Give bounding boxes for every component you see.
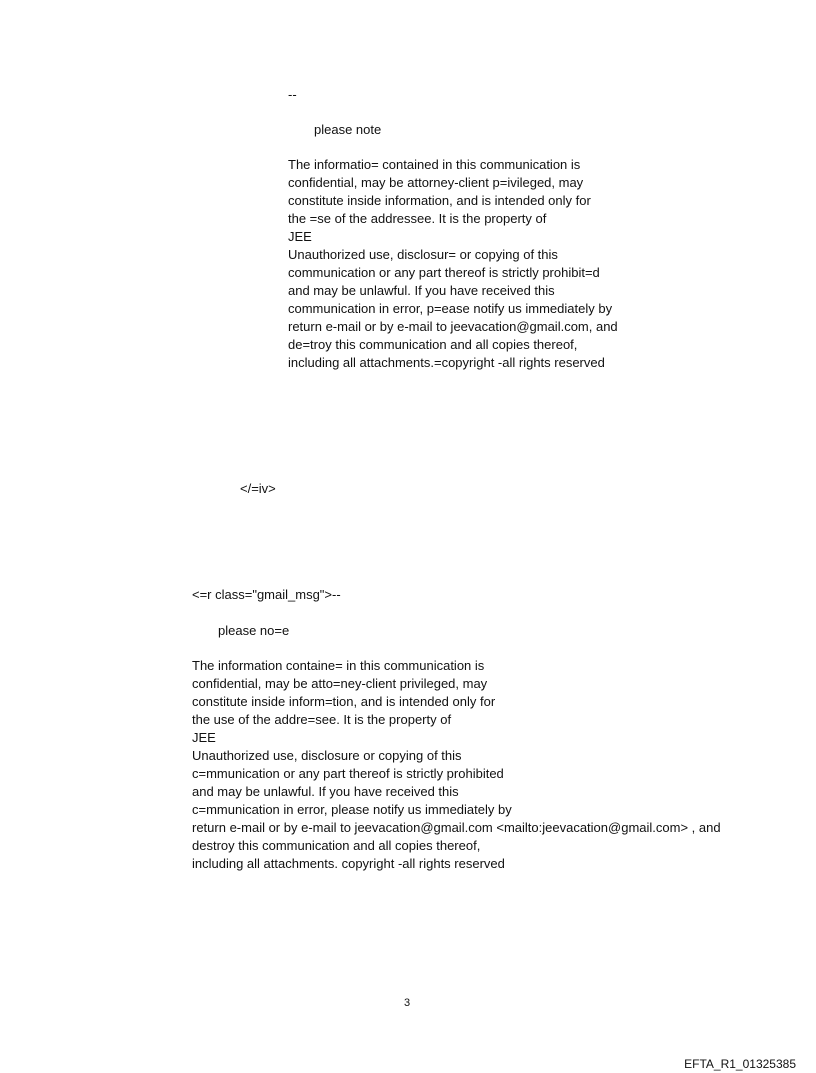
notice-line: The informatio= contained in this communication is <box>288 157 581 172</box>
notice-line: including all attachments.=copyright -all rights reserved <box>288 355 605 370</box>
separator-dashes: -- <box>288 87 297 102</box>
page-number: 3 <box>404 997 411 1009</box>
notice-line: communication or any part thereof is strictly prohibit=d <box>288 265 600 280</box>
notice-line: constitute inside inform=tion, and is intended only for <box>192 694 496 709</box>
notice-line: JEE <box>288 229 312 244</box>
notice-line: return e-mail or by e-mail to jeevacation@gmail.com <mailto:jeevacation@gmail.com> , and <box>192 820 721 835</box>
notice-line: the =se of the addressee. It is the property of <box>288 211 547 226</box>
notice-line: JEE <box>192 730 216 745</box>
notice-line: return e-mail or by e-mail to jeevacation@gmail.com, and <box>288 319 618 334</box>
notice-line: Unauthorized use, disclosur= or copying of this <box>288 247 558 262</box>
notice-line: and may be unlawful. If you have received this <box>288 283 555 298</box>
notice-line: c=mmunication or any part thereof is strictly prohibited <box>192 766 504 781</box>
note-heading: please no=e <box>218 623 290 638</box>
note-heading: please note <box>314 122 382 137</box>
notice-line: including all attachments. copyright -all rights reserved <box>192 856 505 871</box>
notice-line: constitute inside information, and is intended only for <box>288 193 591 208</box>
notice-line: Unauthorized use, disclosure or copying of this <box>192 748 462 763</box>
confidentiality-notice <box>288 156 618 372</box>
document-id: EFTA_R1_01325385 <box>684 1057 796 1071</box>
notice-line: de=troy this communication and all copies thereof, <box>288 337 578 352</box>
notice-line: and may be unlawful. If you have received this <box>192 784 459 799</box>
notice-line: c=mmunication in error, please notify us immediately by <box>192 802 512 817</box>
notice-line: confidential, may be attorney-client p=ivileged, may <box>288 175 584 190</box>
notice-line: the use of the addre=see. It is the property of <box>192 712 452 727</box>
notice-line: The information containe= in this communication is <box>192 658 485 673</box>
notice-line: confidential, may be atto=ney-client privileged, may <box>192 676 488 691</box>
notice-line: destroy this communication and all copies thereof, <box>192 838 481 853</box>
confidentiality-notice <box>192 657 721 873</box>
notice-line: communication in error, p=ease notify us immediately by <box>288 301 613 316</box>
div-close-tag: </=iv> <box>240 481 276 496</box>
gmail-msg-tag-line: <=r class="gmail_msg">-- <box>192 587 341 602</box>
